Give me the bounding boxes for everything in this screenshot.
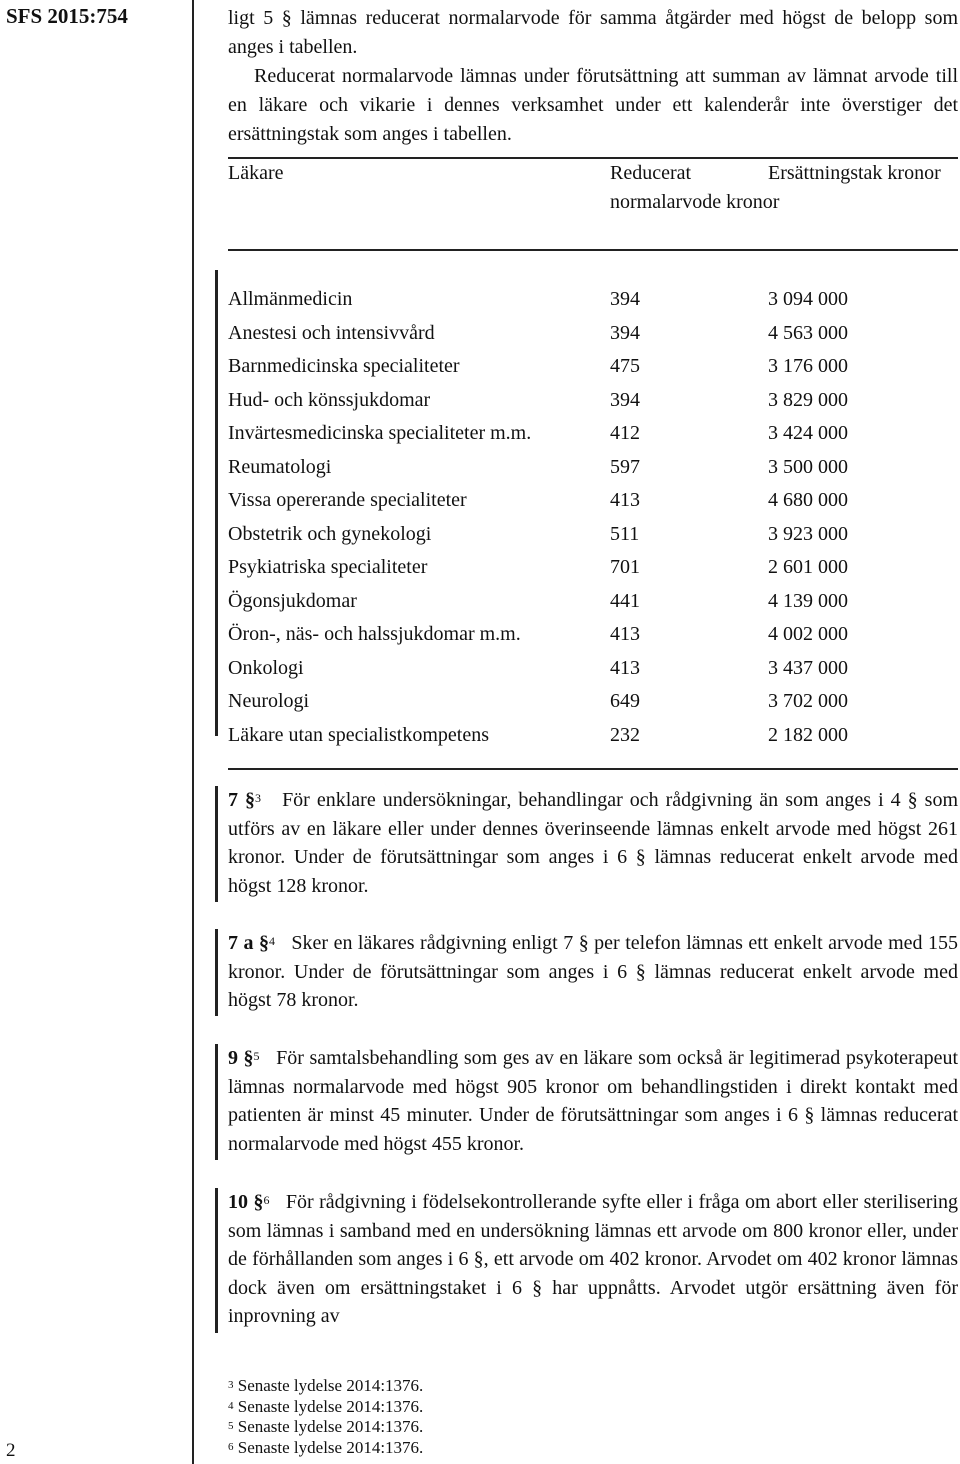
section-7a-number: 7 a § xyxy=(228,932,269,954)
footnote xyxy=(228,1397,423,1418)
table-row xyxy=(228,618,958,652)
cell-specialty: Reumatologi xyxy=(228,455,332,478)
cell-cap: 4 680 000 xyxy=(768,489,848,511)
cell-specialty: Psykiatriska specialiteter xyxy=(228,556,428,578)
table-row xyxy=(228,417,958,451)
footnotes xyxy=(228,1376,423,1458)
footnote xyxy=(228,1376,423,1397)
cell-cap: 3 094 000 xyxy=(768,288,848,310)
section-7a-text: Sker en läkares rådgivning enligt 7 § per telefon lämnas ett enkelt arvode med 155 kronor. Under de förutsättningar som anges i 6 § lämnas reducerat enkelt arvode med högst 78 kronor. xyxy=(228,932,958,1011)
section-9-text: För samtalsbehandling som ges av en läkare som också är legitimerad psykoterapeut lämnas normalarvode med högst 905 kronor om behandlingstiden i direkt kontakt med patienten är minst 45 minuter. Under de förutsättningar som anges i 6 § lämnas reducerat normalarvode med högst 455 kronor. xyxy=(228,1047,959,1155)
cell-reduced-fee: 511 xyxy=(610,522,640,545)
cell-specialty: Vissa opererande specialiteter xyxy=(228,489,467,511)
table-row xyxy=(228,685,958,719)
section-7-text: För enklare undersökningar, behandlingar och rådgivning än som anges i 4 § som utförs av en läkare eller under dennes överinseende lämnas enkelt arvode med högst 261 kronor. Under de förutsättningar som anges i 6 § lämnas reducerat enkelt arvode med högst 128 kronor. xyxy=(228,789,959,897)
footnote xyxy=(228,1417,423,1438)
cell-reduced-fee: 413 xyxy=(610,623,640,645)
table-row xyxy=(228,652,958,686)
header-ersattningstak: Ersättningstak kronor xyxy=(768,162,941,184)
cell-reduced-fee: 412 xyxy=(610,422,640,444)
cell-reduced-fee: 413 xyxy=(610,489,640,511)
cell-specialty: Anestesi och intensivvård xyxy=(228,321,435,344)
cell-specialty: Onkologi xyxy=(228,656,304,679)
section-9 xyxy=(228,1044,958,1158)
cell-reduced-fee: 475 xyxy=(610,355,640,377)
footnote-text: Senaste lydelse 2014:1376. xyxy=(237,1417,424,1436)
table-header-rule xyxy=(228,249,958,251)
footnote-text: Senaste lydelse 2014:1376. xyxy=(237,1437,424,1457)
intro-text xyxy=(228,4,958,149)
footnote xyxy=(228,1438,423,1459)
cell-reduced-fee: 413 xyxy=(610,656,640,679)
cell-cap: 3 702 000 xyxy=(768,690,848,712)
change-bar-7a xyxy=(215,929,218,1016)
table-row xyxy=(228,719,958,753)
table-row xyxy=(228,585,958,619)
section-10-text: För rådgivning i födelsekontrollerande syfte eller i fråga om abort eller sterilisering som lämnas i samband med en undersökning lämnas ett arvode om 800 kronor eller, under de förhållanden som anges i 6 §, ett arvode om 402 kronor. Arvodet om 402 kronor lämnas dock även om ersättningstaket i 6 § har uppnåtts. Arvodet utgör ersättning även för inprovning av xyxy=(228,1191,958,1327)
cell-specialty: Invärtesmedicinska specialiteter m.m. xyxy=(228,422,532,444)
table-row xyxy=(228,384,958,418)
footnote-number: 3 xyxy=(228,1379,234,1391)
footnote-ref-3: 3 xyxy=(255,791,262,805)
table-body xyxy=(228,283,958,752)
change-bar-table xyxy=(215,270,218,736)
table-row xyxy=(228,317,958,351)
section-10 xyxy=(228,1188,958,1331)
cell-specialty: Läkare utan specialistkompetens xyxy=(228,723,490,746)
change-bar-10 xyxy=(215,1188,218,1333)
cell-specialty: Barnmedicinska specialiteter xyxy=(228,355,460,377)
cell-cap: 2 601 000 xyxy=(768,556,848,578)
footnote-ref-5: 5 xyxy=(253,1049,260,1063)
sfs-number: SFS 2015:754 xyxy=(6,4,128,28)
cell-cap: 3 437 000 xyxy=(768,656,848,679)
cell-cap: 3 424 000 xyxy=(768,422,848,444)
intro-line-1: ligt 5 § lämnas reducerat normalarvode för samma åtgärder med högst de belopp som anges i tabellen. xyxy=(228,7,958,58)
change-bar-7 xyxy=(215,786,218,902)
header-reducerat: Reducerat normalarvode kronor xyxy=(610,162,780,213)
cell-cap: 4 563 000 xyxy=(768,321,848,344)
cell-reduced-fee: 394 xyxy=(610,388,640,411)
cell-cap: 4 139 000 xyxy=(768,589,848,612)
cell-specialty: Ögonsjukdomar xyxy=(228,589,357,612)
fee-table xyxy=(228,157,958,770)
cell-specialty: Neurologi xyxy=(228,690,310,712)
table-row xyxy=(228,484,958,518)
cell-specialty: Hud- och könssjukdomar xyxy=(228,388,431,411)
footnote-ref-4: 4 xyxy=(268,934,275,948)
cell-specialty: Obstetrik och gynekologi xyxy=(228,522,432,545)
table-row xyxy=(228,350,958,384)
cell-cap: 3 923 000 xyxy=(768,522,848,545)
footnote-text: Senaste lydelse 2014:1376. xyxy=(237,1396,424,1416)
section-10-number: 10 § xyxy=(228,1191,264,1213)
cell-reduced-fee: 441 xyxy=(610,589,640,612)
cell-cap: 3 829 000 xyxy=(768,388,848,411)
header-lakare: Läkare xyxy=(228,162,284,184)
cell-reduced-fee: 394 xyxy=(610,288,640,310)
cell-reduced-fee: 597 xyxy=(610,455,640,478)
footnote-number: 5 xyxy=(228,1420,234,1432)
table-row xyxy=(228,551,958,585)
section-7-number: 7 § xyxy=(228,789,256,811)
footnote-ref-6: 6 xyxy=(263,1193,270,1207)
section-9-number: 9 § xyxy=(228,1047,254,1069)
section-7 xyxy=(228,786,958,900)
footnote-number: 6 xyxy=(228,1440,234,1453)
section-7a xyxy=(228,929,958,1015)
margin-divider xyxy=(192,0,194,1464)
change-bar-9 xyxy=(215,1044,218,1160)
table-row xyxy=(228,518,958,552)
cell-specialty: Allmänmedicin xyxy=(228,288,353,310)
table-row xyxy=(228,451,958,485)
cell-cap: 3 500 000 xyxy=(768,455,848,478)
cell-reduced-fee: 701 xyxy=(610,556,640,578)
cell-specialty: Öron-, näs- och halssjukdomar m.m. xyxy=(228,623,521,645)
table-row xyxy=(228,283,958,317)
footnote-number: 4 xyxy=(228,1399,234,1412)
cell-reduced-fee: 649 xyxy=(610,690,640,712)
cell-cap: 4 002 000 xyxy=(768,623,848,645)
intro-line-2: Reducerat normalarvode lämnas under förutsättning att summan av lämnat arvode till en läkare och vikarie i dennes verksamhet under ett kalenderår inte överstiger det ersättningstak som anges i tabellen. xyxy=(228,65,958,145)
table-bottom-rule xyxy=(228,768,958,770)
cell-cap: 2 182 000 xyxy=(768,723,848,746)
footnote-text: Senaste lydelse 2014:1376. xyxy=(237,1376,424,1395)
cell-cap: 3 176 000 xyxy=(768,355,848,377)
cell-reduced-fee: 232 xyxy=(610,723,640,746)
table-header xyxy=(228,159,958,249)
cell-reduced-fee: 394 xyxy=(610,321,640,344)
page-number: 2 xyxy=(6,1440,16,1461)
